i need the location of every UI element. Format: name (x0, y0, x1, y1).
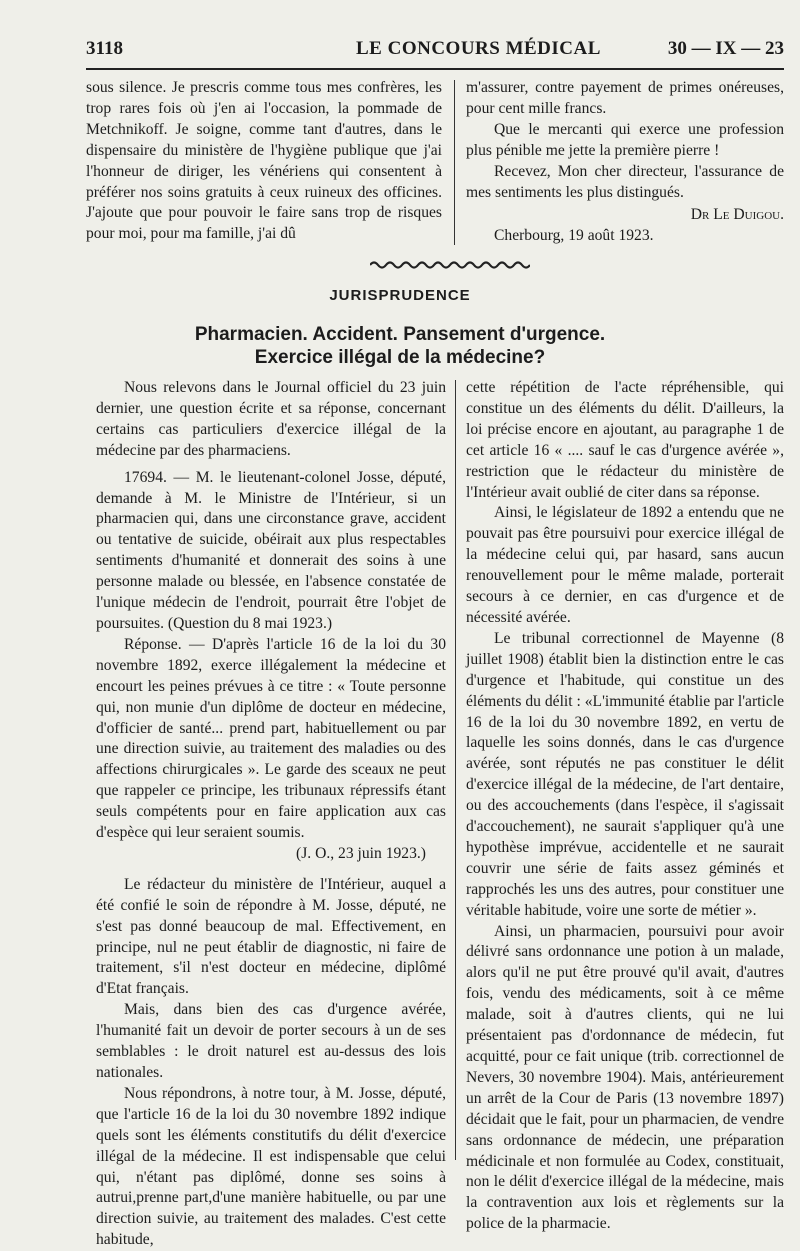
page-number: 3118 (86, 38, 123, 59)
issue-date: 30 — IX — 23 (667, 38, 784, 59)
article-paragraph: Ainsi, le législateur de 1892 a entendu que ne pouvait pas être poursuivi pour exercice illégal de la médecine celui qui, par hasard, sans aucun renouvellement pour le même malade, porterait secours à ce dernier, en cas d'urgence et de nécessité avérée. (466, 504, 784, 626)
article-paragraph: Nous répondrons, à notre tour, à M. Josse, député, que l'article 16 de la loi du 30 novembre 1892 indique quels sont les éléments constitutifs du délit d'exercice illégal de la médecine. Il est indispensable que celui qui, n'étant pas diplômé, donne ses soins à autrui,prenne part,d'une manière habituelle, ou par une direction suivie, au traitement des malades. C'est cette habitude, (96, 1084, 446, 1249)
article-paragraph: 17694. — M. le lieutenant-colonel Josse, député, demande à M. le Ministre de l'Intérieur, si un pharmacien qui, dans une circonstance grave, accident ou tentative de suicide, obéirait aux plus respectables sentiments d'humanité et donnerait des soins à une personne malade ou blessée, en l'absence constatée de l'unique médecin de l'endroit, pourrait être l'objet de poursuites. (Question du 8 mai 1923.) (96, 468, 446, 632)
column-divider (454, 80, 455, 245)
article-left-column (96, 378, 446, 1251)
article-title-line: Pharmacien. Accident. Pansement d'urgence. (194, 324, 606, 345)
article-paragraph: Le rédacteur du ministère de l'Intérieur, auquel a été confié le soin de répondre à M. Josse, député, ne s'est pas donné beaucoup de mal. Effectivement, en principe, nul ne peut établir de diagnostic, ni faire de traitement, s'il n'est docteur en médecine, diplômé d'Etat français. (96, 875, 446, 998)
citation-reference: (J. O., 23 juin 1923.) (296, 844, 426, 862)
article-paragraph: Nous relevons dans le Journal officiel du 23 juin dernier, une question écrite et sa réponse, concernant certains cas particuliers d'exercice illégal de la médecine par des pharmaciens. (96, 379, 446, 459)
section-heading: JURISPRUDENCE (329, 287, 471, 304)
header-rule (86, 68, 784, 70)
article-title-line: Exercice illégal de la médecine? (254, 347, 546, 368)
place-date: Cherbourg, 19 août 1923. (494, 227, 654, 245)
letter-paragraph: m'assurer, contre payement de primes onéreuses, pour cent mille francs. (466, 79, 784, 117)
column-divider (455, 380, 456, 1160)
article-paragraph: Réponse. — D'après l'article 16 de la loi du 30 novembre 1892, exerce illégalement la médecine et encourt les peines prévues à ce titre : « Toute personne qui, non munie d'un diplôme de docteur en médecine, d'officier de santé... prend part, habituellement ou par une direction suivie, au traitement des maladies ou des affections chirurgicales ». Le garde des sceaux ne peut que rappeler ce principe, les tribunaux répressifs étant seuls compétents pour en faire application aux cas d'espèce qui leur seraient soumis. (96, 635, 446, 842)
ornament-divider (370, 260, 530, 270)
article-paragraph: Mais, dans bien des cas d'urgence avérée, l'humanité fait un devoir de porter secours à un de ses semblables : le droit naturel est au-dessus des lois nationales. (96, 1001, 446, 1081)
running-header (86, 38, 784, 64)
letter-paragraph: Recevez, Mon cher directeur, l'assurance de mes sentiments les plus distingués. (466, 162, 784, 201)
article-paragraph: Ainsi, un pharmacien, poursuivi pour avoir délivré sans ordonnance une potion à un malade, alors qu'il ne put être prouvé qu'il avait, d'autres fois, vendu des médicaments, soit à ce même malade, soit à d'autres clients, qui ne lui présentaient pas d'ordonnance de médecin, fut acquitté, pour ce fait unique (trib. correctionnel de Nevers, 30 novembre 1904). Mais, antérieurement un arrêt de la Cour de Paris (13 novembre 1897) décidait que le fait, pour un pharmacien, de vendre sans ordonnance de médecin, une préparation médicinale et non formulée au Codex, constituait, non le délit d'exercice illégal de la médecine, mais la contravention aux lois et règlements sur la police de la pharmacie. (466, 922, 784, 1233)
signature: Dr Le Duigou. (690, 206, 784, 224)
letter-left-column (86, 78, 442, 245)
letter-paragraph: sous silence. Je prescris comme tous mes confrères, les trop rares fois où j'en ai l'occasion, la pommade de Metchnikoff. Je soigne, comme tant d'autres, dans le dispensaire du ministère de l'hygiène publique que j'ai l'honneur de diriger, les vénériens qui consentent à préférer nos soins gratuits à ceux ruineux des officines. J'ajoute que pour pouvoir le faire sans trop de risques pour moi, pour ma famille, j'ai dû (86, 79, 442, 243)
letter-right-column (466, 78, 784, 247)
article-right-column (466, 378, 784, 1235)
article-paragraph: Le tribunal correctionnel de Mayenne (8 juillet 1908) établit bien la distinction entre le cas d'urgence et l'habitude, qui constitue un des éléments du délit : «L'immunité établie par l'article 16 de la loi du 30 novembre 1892, en vertu de laquelle les soins donnés, dans le cas d'urgence avérée, sont réputés ne pas constituer le délit d'exercice illégal de la médecine, de l'art dentaire, ou des accouchements (dans l'espèce, il s'agissait d'accouchement), ne saurait s'appliquer qu'à une hypothèse imprévue, accidentelle et ne saurait couvrir une série de faits assez géminés et rapprochés les uns des autres, pour constituer une véritable habitude, voire une sorte de métier ». (466, 629, 784, 919)
letter-paragraph: Que le mercanti qui exerce une profession plus pénible me jette la première pierre ! (466, 120, 784, 159)
journal-title: LE CONCOURS MÉDICAL (356, 38, 601, 59)
article-title (0, 323, 800, 369)
article-paragraph: cette répétition de l'acte répréhensible, qui constitue un des éléments du délit. D'ailleurs, la loi précise encore en ajoutant, au paragraphe 1 de cet article 16 « .... sauf le cas d'urgence avérée », restriction que le rédacteur du ministère de l'Intérieur avait oublié de citer dans sa réponse. (466, 379, 784, 501)
